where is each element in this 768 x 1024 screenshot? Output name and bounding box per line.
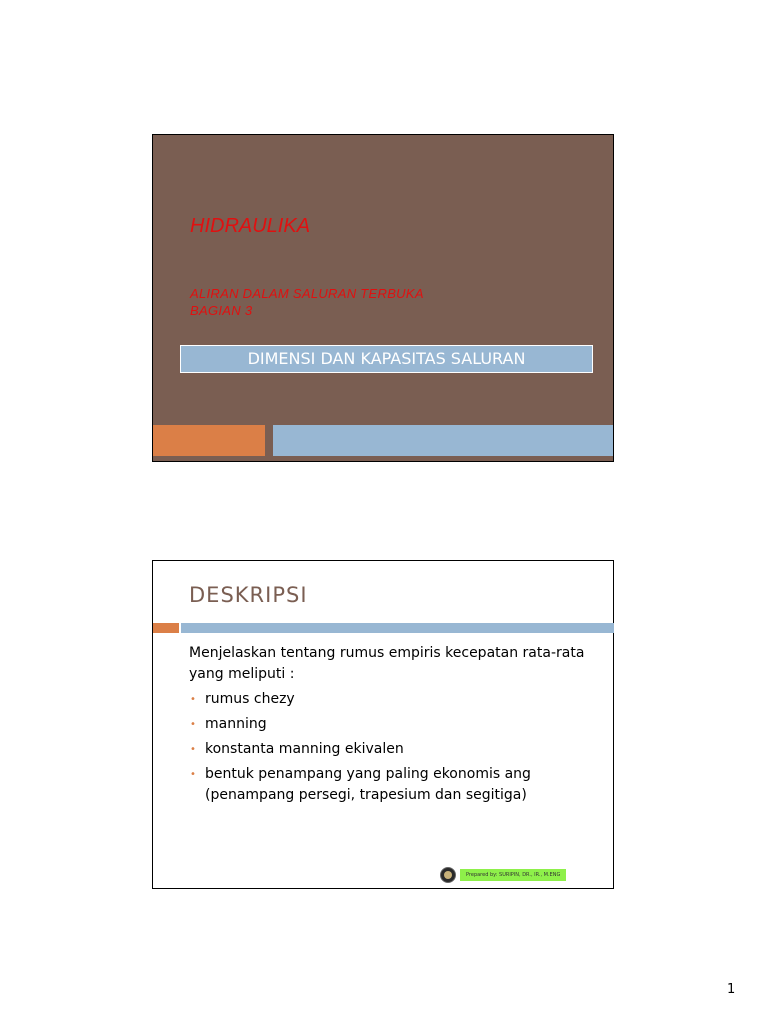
bullet-icon: • [190, 769, 196, 780]
list-item [189, 764, 589, 806]
blue-accent-bar [273, 425, 613, 456]
bullet-icon: • [190, 719, 196, 730]
description-slide [152, 560, 614, 889]
page-number: 1 [727, 982, 736, 997]
slide-subtitle [190, 285, 424, 319]
slide-footer [440, 867, 566, 883]
orange-accent-bar [153, 425, 265, 456]
intro-text: Menjelaskan tentang rumus empiris kecepatan rata-rata yang meliputi : [189, 645, 585, 682]
list-item [189, 689, 589, 710]
bullet-icon: • [190, 694, 196, 705]
slide-title: HIDRAULIKA [190, 215, 311, 237]
list-item-text: konstanta manning ekivalen [205, 741, 404, 757]
author-credit: Prepared by: SURIPIN, DR., IR., M.ENG [460, 869, 566, 881]
bullet-list [189, 689, 589, 806]
slide-body [189, 643, 589, 810]
list-item [189, 739, 589, 760]
subtitle-line-2: BAGIAN 3 [190, 303, 253, 318]
list-item-text: bentuk penampang yang paling ekonomis ang (penampang persegi, trapesium dan segitiga) [205, 766, 531, 803]
list-item-text: manning [205, 716, 267, 732]
blue-divider-bar [181, 623, 614, 633]
orange-divider-bar [153, 623, 179, 633]
topic-banner: DIMENSI DAN KAPASITAS SALURAN [180, 345, 593, 373]
university-seal-icon [440, 867, 456, 883]
slide-heading: DESKRIPSI [189, 583, 308, 607]
list-item [189, 714, 589, 735]
title-slide [152, 134, 614, 462]
subtitle-line-1: ALIRAN DALAM SALURAN TERBUKA [190, 286, 424, 301]
list-item-text: rumus chezy [205, 691, 295, 707]
bullet-icon: • [190, 744, 196, 755]
